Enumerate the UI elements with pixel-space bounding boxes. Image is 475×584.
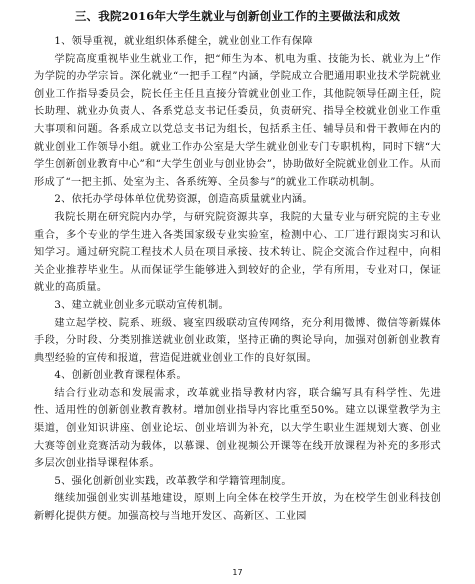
section-paragraph: 学院高度重视毕业生就业工作，把“师生为本、机电为重、技能为长、就业为上”作为学院的办学宗旨。深化就业“一把手工程”内涵，学院成立合肥通用职业技术学院就业创业工作指导委员会，院长任主任且直接分管就业创业工作，其他院领导任副主任，院长助理、就业办负责人、各系党总支书记任委员，负责研究、指导全校就业创业工作重大事项和问题。各系成立以党总支书记为组长，包括系主任、辅导员和骨干教师在内的就业创业工作领导小组。就业工作办公室是大学生就业创业专门专职机构，同时下辖“大学生创新创业教育中心”和“大学生创业与创业协会”，协助做好全院就业创业工作。从而形成了“一把主抓、处室为主、各系统筹、全员参与”的就业工作联动机制。 [34, 53, 441, 188]
document-title: 三、我院2016年大学生就业与创新创业工作的主要做法和成效 [74, 9, 401, 23]
section-practice [34, 473, 441, 526]
section-heading: 4、创新创业教育课程体系。 [54, 370, 188, 382]
section-curriculum [34, 367, 441, 473]
section-heading: 3、建立就业创业多元联动宣传机制。 [54, 299, 229, 311]
section-paragraph: 建立起学校、院系、班级、寝室四级联动宣传网络，充分利用微博、微信等新媒体手段，分时段、分类别推送就业创业政策，坚持正确的舆论导向，加强对创新创业教育典型经验的宣传和报道，营造促进就业创业工作的良好氛围。 [34, 317, 441, 364]
page-number: 17 [232, 568, 243, 577]
section-heading: 1、领导重视，就业组织体系健全，就业创业工作有保障 [54, 36, 313, 47]
section-heading: 2、依托办学母体单位优势资源，创造高质量就业内涵。 [54, 194, 313, 206]
section-heading: 5、强化创新创业实践，改革教学和学籍管理制度。 [54, 475, 292, 487]
section-resources [34, 191, 441, 297]
section-paragraph: 继续加强创业实训基地建设，原则上向全体在校学生开放，为在校学生创业科技创新孵化提供方便。加强高校与当地开发区、高新区、工业园 [34, 493, 441, 523]
section-leadership [34, 33, 441, 191]
section-publicity [34, 297, 441, 367]
section-paragraph: 我院长期在研究院内办学，与研究院资源共享，我院的大量专业与研究院的主专业重合，多个专业的学生进入各类国家级专业实验室，检测中心、工厂进行跟岗实习和认知学习。通过研究院工程技术人员在项目承接、技术转让、院企交流合作过程中，向相关企业推荐毕业生。从而保证学生能够进入到较好的企业，学有所用，专业对口，保证就业的高质量。 [34, 211, 441, 294]
section-paragraph: 结合行业动态和发展需求，改革就业指导教材内容，联合编写具有科学性、先进性、适用性的创新创业教育教材。增加创业指导内容比重至50%。建立以课堂教学为主渠道，创业知识讲座、创业论坛、创业培训为补充，以大学生职业生涯规划大赛、创业大赛等创业竞赛活动为载体，以慕课、创业视频公开课等在线开放课程为补充的多形式多层次创业指导课程体系。 [34, 387, 441, 470]
